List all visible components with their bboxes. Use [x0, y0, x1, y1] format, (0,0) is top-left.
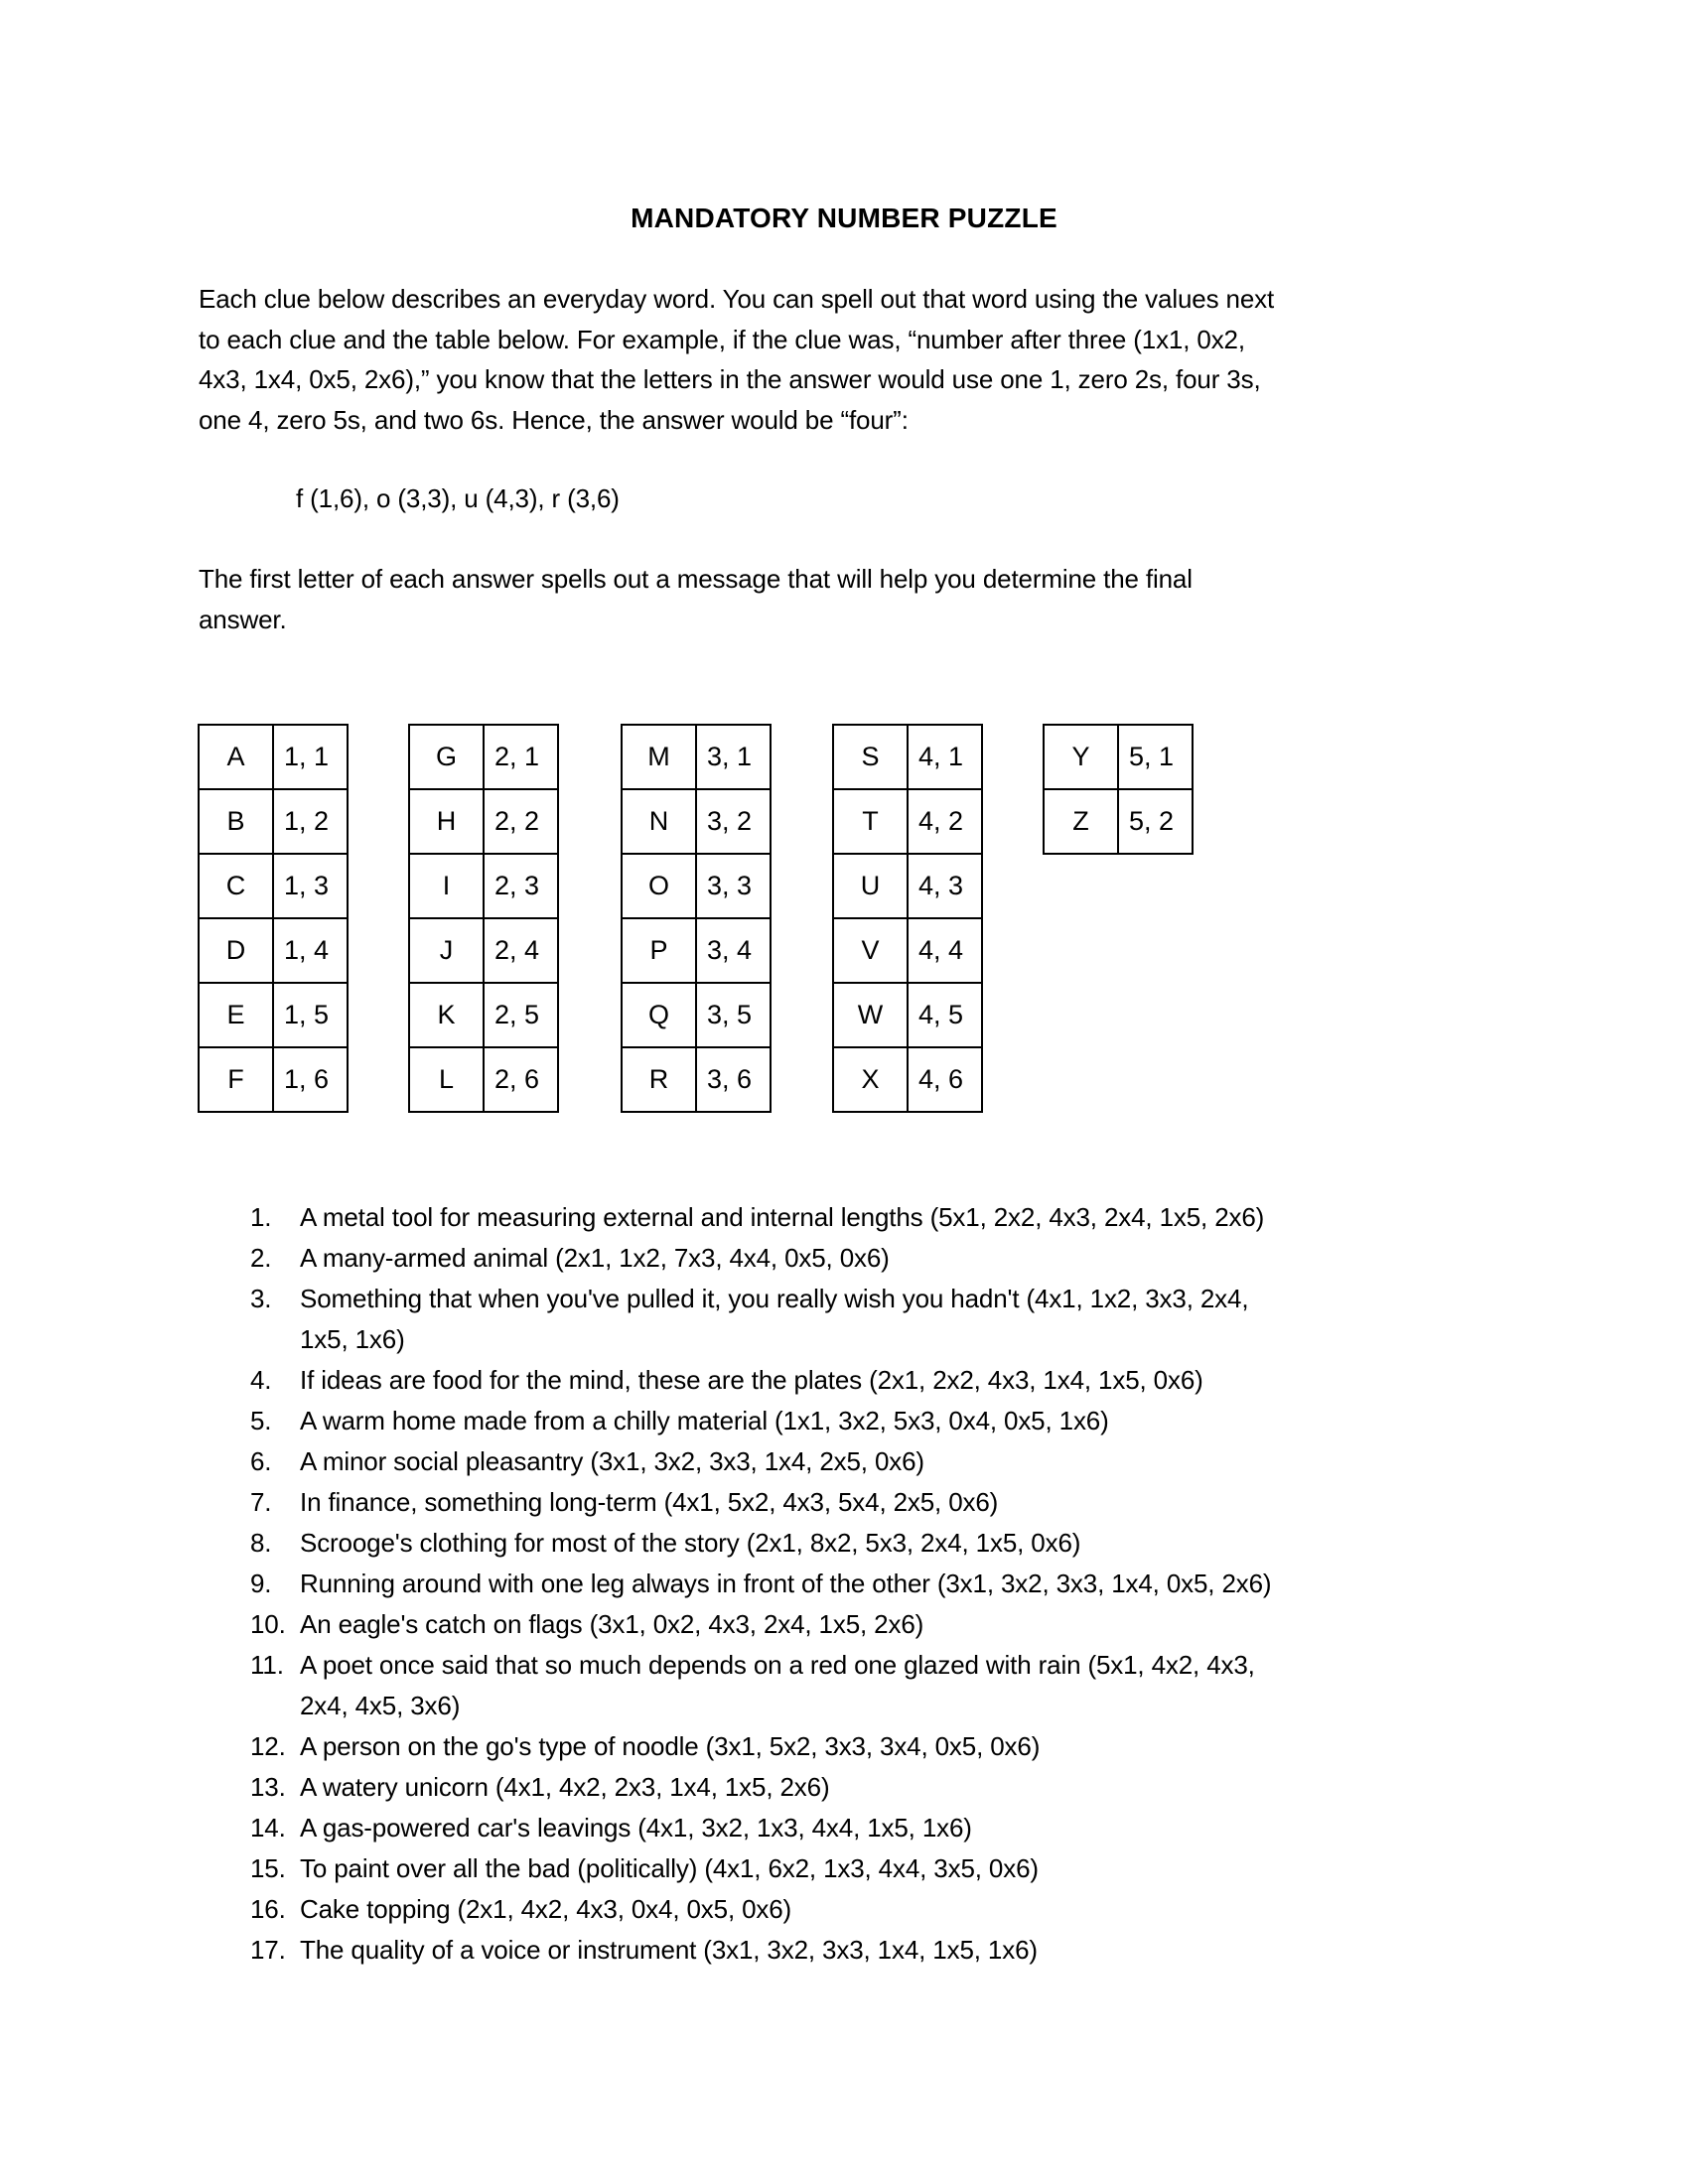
letter-cell: P	[622, 918, 696, 983]
letter-cell: I	[409, 854, 484, 918]
clue-item	[250, 1441, 1271, 1482]
table-row	[833, 918, 982, 983]
value-cell: 2, 3	[484, 854, 558, 918]
letter-cell: N	[622, 789, 696, 854]
letter-cell: Y	[1044, 725, 1118, 789]
letter-cell: R	[622, 1047, 696, 1112]
value-cell: 4, 3	[908, 854, 982, 918]
intro-line: 4x3, 1x4, 0x5, 2x6),” you know that the letters in the answer would use one 1, zero 2s, four 3s,	[199, 364, 1261, 394]
letter-cell: B	[199, 789, 273, 854]
letter-value-table-3	[621, 724, 772, 1113]
table-row	[833, 983, 982, 1047]
clue-text-continued: 2x4, 4x5, 3x6)	[300, 1691, 461, 1720]
clue-text: The quality of a voice or instrument (3x1, 3x2, 3x3, 1x4, 1x5, 1x6)	[300, 1935, 1038, 1965]
value-cell: 4, 6	[908, 1047, 982, 1112]
table-row	[199, 918, 348, 983]
value-cell: 2, 2	[484, 789, 558, 854]
message-paragraph	[199, 559, 1193, 639]
table-row	[622, 918, 771, 983]
clue-item	[250, 1279, 1271, 1360]
letter-cell: C	[199, 854, 273, 918]
clue-item	[250, 1564, 1271, 1604]
clue-number: 3.	[250, 1284, 272, 1313]
clue-item	[250, 1604, 1271, 1645]
value-cell: 4, 5	[908, 983, 982, 1047]
clue-text: Something that when you've pulled it, you really wish you hadn't (4x1, 1x2, 3x3, 2x4,	[300, 1284, 1249, 1313]
table-row	[199, 1047, 348, 1112]
table-row	[409, 789, 558, 854]
clue-number: 12.	[250, 1731, 286, 1761]
letter-cell: H	[409, 789, 484, 854]
table-row	[622, 983, 771, 1047]
value-cell: 2, 4	[484, 918, 558, 983]
table-row	[1044, 789, 1193, 854]
value-cell: 3, 6	[696, 1047, 771, 1112]
clue-number: 2.	[250, 1243, 272, 1273]
clue-text: A poet once said that so much depends on a red one glazed with rain (5x1, 4x2, 4x3,	[300, 1650, 1255, 1680]
letter-cell: A	[199, 725, 273, 789]
clue-number: 5.	[250, 1406, 272, 1435]
clue-number: 14.	[250, 1813, 286, 1843]
clue-item	[250, 1482, 1271, 1523]
letter-cell: M	[622, 725, 696, 789]
clue-text: An eagle's catch on flags (3x1, 0x2, 4x3, 2x4, 1x5, 2x6)	[300, 1609, 924, 1639]
clue-item	[250, 1645, 1271, 1726]
table-row	[409, 725, 558, 789]
letter-cell: W	[833, 983, 908, 1047]
clue-text: A gas-powered car's leavings (4x1, 3x2, 1x3, 4x4, 1x5, 1x6)	[300, 1813, 972, 1843]
clue-item	[250, 1808, 1271, 1848]
letter-cell: K	[409, 983, 484, 1047]
clue-text: A metal tool for measuring external and internal lengths (5x1, 2x2, 4x3, 2x4, 1x5, 2x6)	[300, 1202, 1265, 1232]
letter-value-table-2	[408, 724, 559, 1113]
clue-number: 11.	[250, 1650, 284, 1680]
clue-text: To paint over all the bad (politically) (4x1, 6x2, 1x3, 4x4, 3x5, 0x6)	[300, 1853, 1039, 1883]
message-line: The first letter of each answer spells out a message that will help you determine the final	[199, 564, 1193, 594]
clue-number: 10.	[250, 1609, 286, 1639]
letter-value-table-1	[198, 724, 349, 1113]
clue-text: A minor social pleasantry (3x1, 3x2, 3x3, 1x4, 2x5, 0x6)	[300, 1446, 924, 1476]
clue-number: 13.	[250, 1772, 286, 1802]
value-cell: 3, 3	[696, 854, 771, 918]
clue-number: 9.	[250, 1569, 272, 1598]
table-row	[833, 1047, 982, 1112]
intro-line: one 4, zero 5s, and two 6s. Hence, the answer would be “four”:	[199, 404, 909, 435]
table-row	[409, 854, 558, 918]
table-row	[199, 725, 348, 789]
clue-text: If ideas are food for the mind, these are the plates (2x1, 2x2, 4x3, 1x4, 1x5, 0x6)	[300, 1365, 1203, 1395]
clue-number: 6.	[250, 1446, 272, 1476]
value-cell: 5, 2	[1118, 789, 1193, 854]
clue-item	[250, 1401, 1271, 1441]
value-cell: 1, 6	[273, 1047, 348, 1112]
letter-cell: D	[199, 918, 273, 983]
clue-number: 15.	[250, 1853, 286, 1883]
letter-cell: T	[833, 789, 908, 854]
clue-text: In finance, something long-term (4x1, 5x2, 4x3, 5x4, 2x5, 0x6)	[300, 1487, 999, 1517]
letter-cell: V	[833, 918, 908, 983]
clue-item	[250, 1889, 1271, 1930]
table-row	[199, 789, 348, 854]
value-cell: 1, 1	[273, 725, 348, 789]
value-cell: 3, 5	[696, 983, 771, 1047]
letter-cell: X	[833, 1047, 908, 1112]
value-cell: 1, 4	[273, 918, 348, 983]
clue-number: 1.	[250, 1202, 272, 1232]
letter-value-table-5	[1043, 724, 1194, 855]
page-title: MANDATORY NUMBER PUZZLE	[631, 203, 1057, 233]
clue-text: A watery unicorn (4x1, 4x2, 2x3, 1x4, 1x5, 2x6)	[300, 1772, 830, 1802]
value-cell: 2, 6	[484, 1047, 558, 1112]
value-cell: 4, 4	[908, 918, 982, 983]
table-row	[1044, 725, 1193, 789]
table-row	[833, 854, 982, 918]
table-row	[409, 918, 558, 983]
value-cell: 2, 1	[484, 725, 558, 789]
letter-cell: U	[833, 854, 908, 918]
value-cell: 3, 1	[696, 725, 771, 789]
clue-text-continued: 1x5, 1x6)	[300, 1324, 405, 1354]
value-cell: 1, 2	[273, 789, 348, 854]
letter-cell: Z	[1044, 789, 1118, 854]
message-line: answer.	[199, 604, 287, 634]
letter-cell: G	[409, 725, 484, 789]
clue-item	[250, 1197, 1271, 1238]
letter-cell: E	[199, 983, 273, 1047]
clue-number: 17.	[250, 1935, 286, 1965]
value-cell: 4, 2	[908, 789, 982, 854]
clue-item	[250, 1726, 1271, 1767]
letter-cell: L	[409, 1047, 484, 1112]
clue-number: 16.	[250, 1894, 286, 1924]
table-row	[833, 789, 982, 854]
clue-text: Scrooge's clothing for most of the story (2x1, 8x2, 5x3, 2x4, 1x5, 0x6)	[300, 1528, 1081, 1558]
table-row	[622, 725, 771, 789]
intro-line: Each clue below describes an everyday word. You can spell out that word using the values next	[199, 284, 1275, 314]
value-cell: 1, 5	[273, 983, 348, 1047]
clue-text: A person on the go's type of noodle (3x1, 5x2, 3x3, 3x4, 0x5, 0x6)	[300, 1731, 1041, 1761]
letter-cell: O	[622, 854, 696, 918]
clue-number: 8.	[250, 1528, 272, 1558]
value-cell: 3, 4	[696, 918, 771, 983]
clue-text: A warm home made from a chilly material (1x1, 3x2, 5x3, 0x4, 0x5, 1x6)	[300, 1406, 1109, 1435]
table-row	[622, 789, 771, 854]
letter-cell: S	[833, 725, 908, 789]
intro-paragraph	[199, 279, 1274, 440]
clue-text: A many-armed animal (2x1, 1x2, 7x3, 4x4, 0x5, 0x6)	[300, 1243, 890, 1273]
clue-item	[250, 1523, 1271, 1564]
letter-cell: F	[199, 1047, 273, 1112]
table-row	[199, 983, 348, 1047]
table-row	[409, 1047, 558, 1112]
value-cell: 5, 1	[1118, 725, 1193, 789]
value-cell: 2, 5	[484, 983, 558, 1047]
value-cell: 4, 1	[908, 725, 982, 789]
clue-item	[250, 1360, 1271, 1401]
clue-number: 7.	[250, 1487, 272, 1517]
table-row	[622, 854, 771, 918]
value-cell: 1, 3	[273, 854, 348, 918]
table-row	[409, 983, 558, 1047]
table-row	[833, 725, 982, 789]
clue-item	[250, 1930, 1271, 1971]
clue-item	[250, 1238, 1271, 1279]
table-row	[622, 1047, 771, 1112]
clue-text: Cake topping (2x1, 4x2, 4x3, 0x4, 0x5, 0x6)	[300, 1894, 792, 1924]
clue-text: Running around with one leg always in front of the other (3x1, 3x2, 3x3, 1x4, 0x5, 2x6)	[300, 1569, 1272, 1598]
clue-number: 4.	[250, 1365, 272, 1395]
example-line: f (1,6), o (3,3), u (4,3), r (3,6)	[296, 483, 620, 513]
clue-list	[250, 1197, 1271, 1971]
letter-cell: Q	[622, 983, 696, 1047]
table-row	[199, 854, 348, 918]
intro-line: to each clue and the table below. For example, if the clue was, “number after three (1x1, 0x2,	[199, 324, 1245, 354]
letter-value-table-4	[832, 724, 983, 1113]
letter-cell: J	[409, 918, 484, 983]
clue-item	[250, 1848, 1271, 1889]
clue-item	[250, 1767, 1271, 1808]
value-cell: 3, 2	[696, 789, 771, 854]
